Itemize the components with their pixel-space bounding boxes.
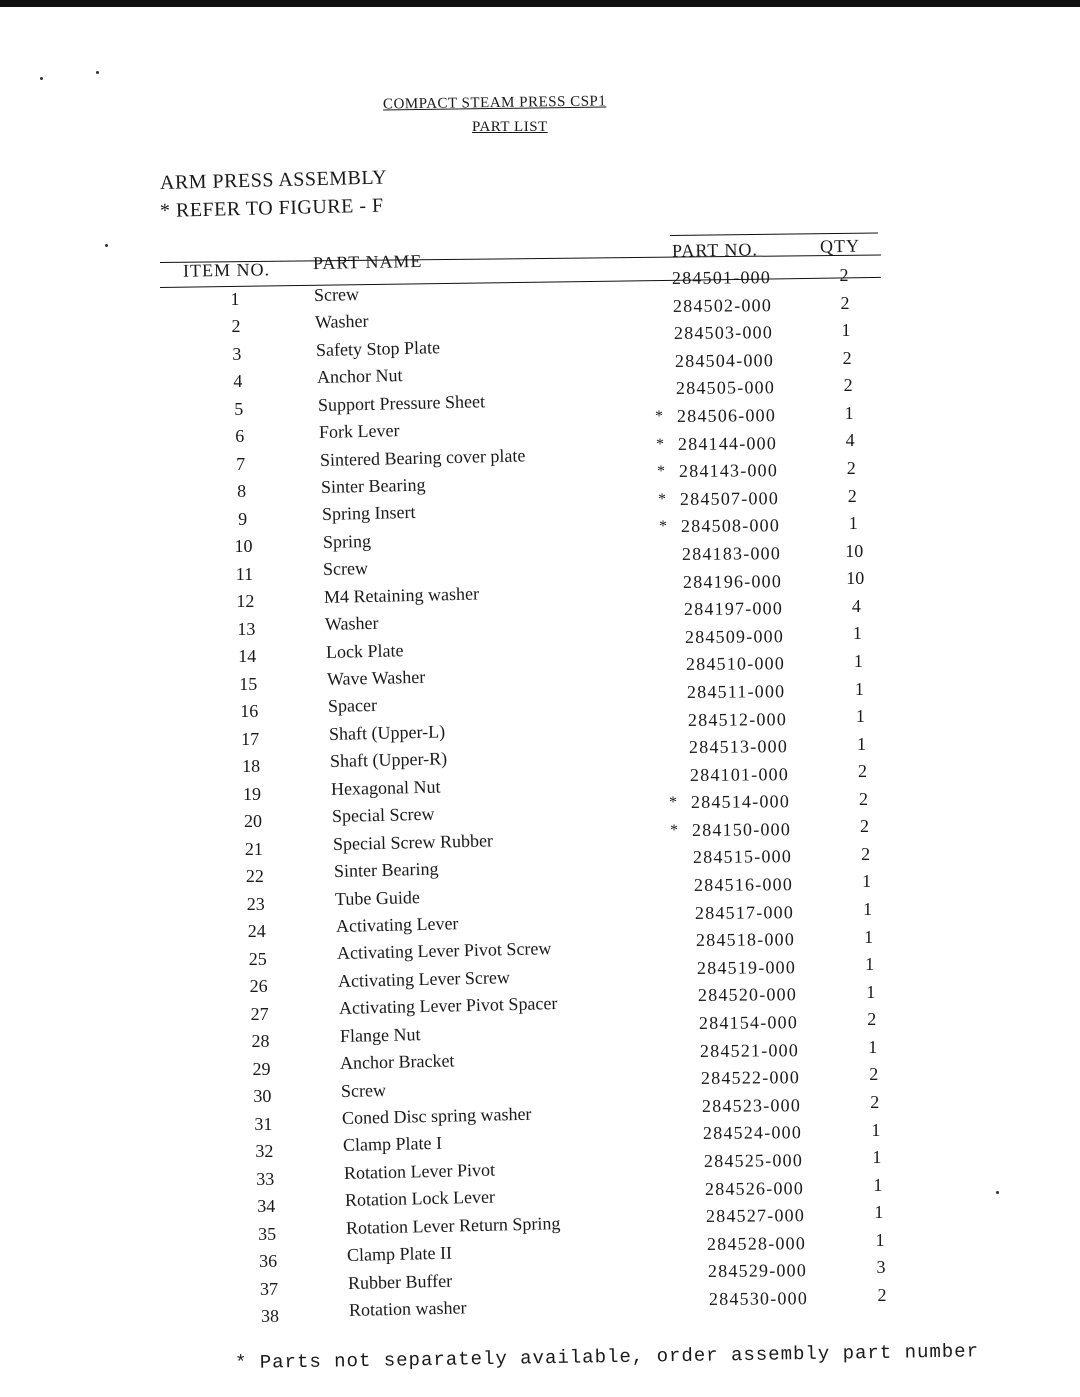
quantity: 2 <box>847 485 857 506</box>
quantity: 2 <box>859 788 868 809</box>
item-number: 10 <box>234 536 253 557</box>
header-part-no: PART NO. <box>671 239 759 261</box>
item-number: 32 <box>255 1141 274 1162</box>
part-number: 284101-000 <box>689 763 790 785</box>
quantity: 2 <box>840 292 850 313</box>
quantity: 2 <box>877 1285 887 1305</box>
quantity: 1 <box>862 871 872 892</box>
figure-reference: * REFER TO FIGURE - F <box>159 194 384 222</box>
item-number: 18 <box>242 756 261 777</box>
asterisk-marker: * <box>657 463 665 481</box>
item-number: 16 <box>240 701 259 722</box>
quantity: 3 <box>876 1257 886 1278</box>
item-number: 7 <box>236 453 246 474</box>
part-name: Activating Lever Screw <box>337 966 510 991</box>
part-name: Fork Lever <box>318 420 400 443</box>
item-number: 2 <box>231 316 241 337</box>
part-name: Safety Stop Plate <box>315 337 441 360</box>
footnote: * Parts not separately available, order assembly part number <box>234 1340 980 1374</box>
part-number: 284511-000 <box>686 681 786 702</box>
part-number: 284504-000 <box>674 349 775 371</box>
item-number: 13 <box>237 618 256 639</box>
part-name: Support Pressure Sheet <box>317 390 485 415</box>
item-number: 28 <box>251 1031 270 1052</box>
part-number: 284517-000 <box>694 901 795 923</box>
part-name: Sinter Bearing <box>333 858 439 882</box>
part-name: Sintered Bearing cover plate <box>319 444 526 470</box>
document-title: COMPACT STEAM PRESS CSP1 <box>382 93 607 113</box>
part-name: Special Screw <box>331 803 435 827</box>
item-number: 20 <box>243 811 262 832</box>
item-number: 11 <box>235 563 254 584</box>
item-number: 22 <box>245 866 264 887</box>
item-number: 19 <box>243 783 262 804</box>
part-number: 284529-000 <box>707 1260 808 1282</box>
part-name: Anchor Bracket <box>340 1050 456 1074</box>
part-name: Screw <box>323 558 369 580</box>
part-name: Anchor Nut <box>316 365 403 388</box>
part-number: 284522-000 <box>700 1067 801 1089</box>
part-name: Spring <box>322 530 371 552</box>
item-number: 24 <box>247 921 266 942</box>
part-number: 284516-000 <box>693 874 794 896</box>
quantity: 1 <box>868 1036 878 1057</box>
part-number: 284183-000 <box>681 543 782 564</box>
quantity: 1 <box>854 678 864 699</box>
part-number: 284503-000 <box>673 322 774 344</box>
item-number: 14 <box>238 646 257 667</box>
quantity: 2 <box>857 761 867 782</box>
part-number: 284523-000 <box>701 1094 802 1116</box>
item-number: 15 <box>239 673 258 694</box>
item-number: 36 <box>259 1251 278 1272</box>
item-number: 9 <box>238 508 248 529</box>
part-name: Rotation Lock Lever <box>344 1186 496 1211</box>
part-name: Screw <box>313 283 360 305</box>
part-name: Tube Guide <box>334 886 420 909</box>
part-number: 284526-000 <box>704 1177 805 1199</box>
part-number: 284509-000 <box>684 625 785 647</box>
item-number: 12 <box>236 591 255 612</box>
part-name: Coned Disc spring washer <box>342 1103 533 1128</box>
item-number: 34 <box>257 1196 276 1217</box>
asterisk-marker: * <box>658 490 666 508</box>
quantity: 1 <box>865 954 875 975</box>
quantity: 1 <box>853 650 863 671</box>
item-number: 33 <box>256 1168 275 1189</box>
item-number: 6 <box>235 426 245 447</box>
quantity: 1 <box>841 320 851 341</box>
part-name: Clamp Plate II <box>346 1242 453 1266</box>
quantity: 10 <box>845 540 864 561</box>
item-number: 26 <box>249 976 268 997</box>
part-number: 284521-000 <box>699 1039 800 1061</box>
item-number: 25 <box>248 948 267 969</box>
quantity: 1 <box>848 513 858 534</box>
asterisk-marker: * <box>659 518 667 536</box>
quantity: 2 <box>869 1064 879 1085</box>
item-number: 31 <box>254 1113 273 1134</box>
quantity: 2 <box>860 816 870 837</box>
quantity: 4 <box>845 430 855 451</box>
part-name: Sinter Bearing <box>320 474 426 498</box>
part-name: Wave Washer <box>327 666 426 690</box>
asterisk-marker: * <box>669 794 677 812</box>
part-number: 284154-000 <box>698 1012 799 1034</box>
item-number: 8 <box>237 481 247 502</box>
item-number: 30 <box>253 1086 272 1107</box>
item-number: 5 <box>234 398 244 419</box>
asterisk-marker: * <box>655 407 663 425</box>
quantity: 10 <box>846 568 865 589</box>
part-number: 284525-000 <box>703 1150 804 1172</box>
part-number: 284502-000 <box>672 294 773 316</box>
quantity: 1 <box>856 733 866 754</box>
part-name: Flange Nut <box>339 1023 421 1046</box>
part-number: 284519-000 <box>696 956 797 978</box>
item-number: 17 <box>241 728 260 749</box>
header-qty: QTY <box>819 235 861 257</box>
asterisk-marker: * <box>656 435 664 453</box>
part-name: Rotation Lever Return Spring <box>345 1212 561 1238</box>
part-number: 284512-000 <box>687 708 788 730</box>
document-subtitle: PART LIST <box>472 119 548 135</box>
part-name: Rotation Lever Pivot <box>344 1159 496 1183</box>
quantity: 4 <box>851 595 861 616</box>
quantity: 2 <box>867 1009 877 1030</box>
item-number: 38 <box>261 1306 279 1326</box>
header-part-name: PART NAME <box>312 250 423 274</box>
part-name: M4 Retaining washer <box>324 583 480 607</box>
part-number: 284513-000 <box>688 736 789 758</box>
part-number: 284507-000 <box>679 487 780 509</box>
part-name: Hexagonal Nut <box>330 776 441 799</box>
quantity: 1 <box>873 1174 883 1195</box>
quantity: 1 <box>863 899 873 920</box>
part-number: 284520-000 <box>697 984 798 1006</box>
quantity: 1 <box>872 1147 882 1168</box>
quantity: 1 <box>855 706 865 727</box>
item-number: 27 <box>250 1003 269 1024</box>
part-number: 284143-000 <box>678 460 779 482</box>
part-name: Screw <box>341 1079 387 1101</box>
part-number: 284515-000 <box>692 846 793 868</box>
part-number: 284527-000 <box>705 1205 806 1227</box>
quantity: 1 <box>866 981 876 1002</box>
part-name: Activating Lever Pivot Spacer <box>338 993 558 1019</box>
item-number: 35 <box>258 1223 277 1244</box>
part-name: Lock Plate <box>326 639 404 662</box>
quantity: 2 <box>842 347 852 368</box>
quantity: 2 <box>846 457 856 478</box>
part-name: Washer <box>325 612 380 635</box>
part-number: 284528-000 <box>706 1232 807 1254</box>
item-number: 1 <box>230 289 240 309</box>
part-name: Spacer <box>327 695 378 717</box>
asterisk-marker: * <box>670 821 678 839</box>
part-number: 284514-000 <box>690 791 791 813</box>
quantity: 2 <box>861 843 871 864</box>
part-name: Rotation washer <box>348 1297 467 1320</box>
item-number: 29 <box>252 1058 271 1079</box>
part-number: 284501-000 <box>671 267 772 288</box>
quantity: 1 <box>844 402 854 423</box>
quantity: 2 <box>839 265 849 285</box>
part-number: 284524-000 <box>702 1122 803 1144</box>
part-number: 284196-000 <box>682 570 783 592</box>
quantity: 1 <box>874 1202 884 1223</box>
part-number: 284505-000 <box>675 377 776 399</box>
part-number: 284508-000 <box>680 515 781 537</box>
item-number: 4 <box>233 371 243 392</box>
header-item-no: ITEM NO. <box>182 259 271 281</box>
part-number: 284197-000 <box>683 598 784 620</box>
part-name: Rubber Buffer <box>347 1270 453 1293</box>
item-number: 37 <box>260 1278 279 1299</box>
part-number: 284518-000 <box>695 929 796 951</box>
quantity: 2 <box>870 1092 880 1113</box>
quantity: 1 <box>875 1229 885 1250</box>
quantity: 1 <box>871 1119 881 1140</box>
quantity: 1 <box>852 623 862 644</box>
item-number: 21 <box>244 838 263 859</box>
item-number: 23 <box>246 893 265 914</box>
part-number: 284510-000 <box>685 653 786 675</box>
quantity: 1 <box>864 926 874 947</box>
part-name: Washer <box>314 311 369 333</box>
part-name: Activating Lever Pivot Screw <box>336 938 552 964</box>
part-name: Spring Insert <box>321 502 416 525</box>
part-name: Activating Lever <box>335 913 459 936</box>
part-number: 284144-000 <box>677 432 778 454</box>
part-name: Shaft (Upper-L) <box>328 721 446 744</box>
item-number: 3 <box>232 343 242 364</box>
part-number: 284530-000 <box>708 1288 809 1309</box>
part-name: Clamp Plate I <box>343 1133 443 1156</box>
part-number: 284150-000 <box>691 819 792 840</box>
part-name: Special Screw Rubber <box>332 830 494 854</box>
part-name: Shaft (Upper-R) <box>329 748 448 772</box>
quantity: 2 <box>843 375 853 396</box>
part-number: 284506-000 <box>676 405 777 426</box>
section-title: ARM PRESS ASSEMBLY <box>159 166 388 194</box>
